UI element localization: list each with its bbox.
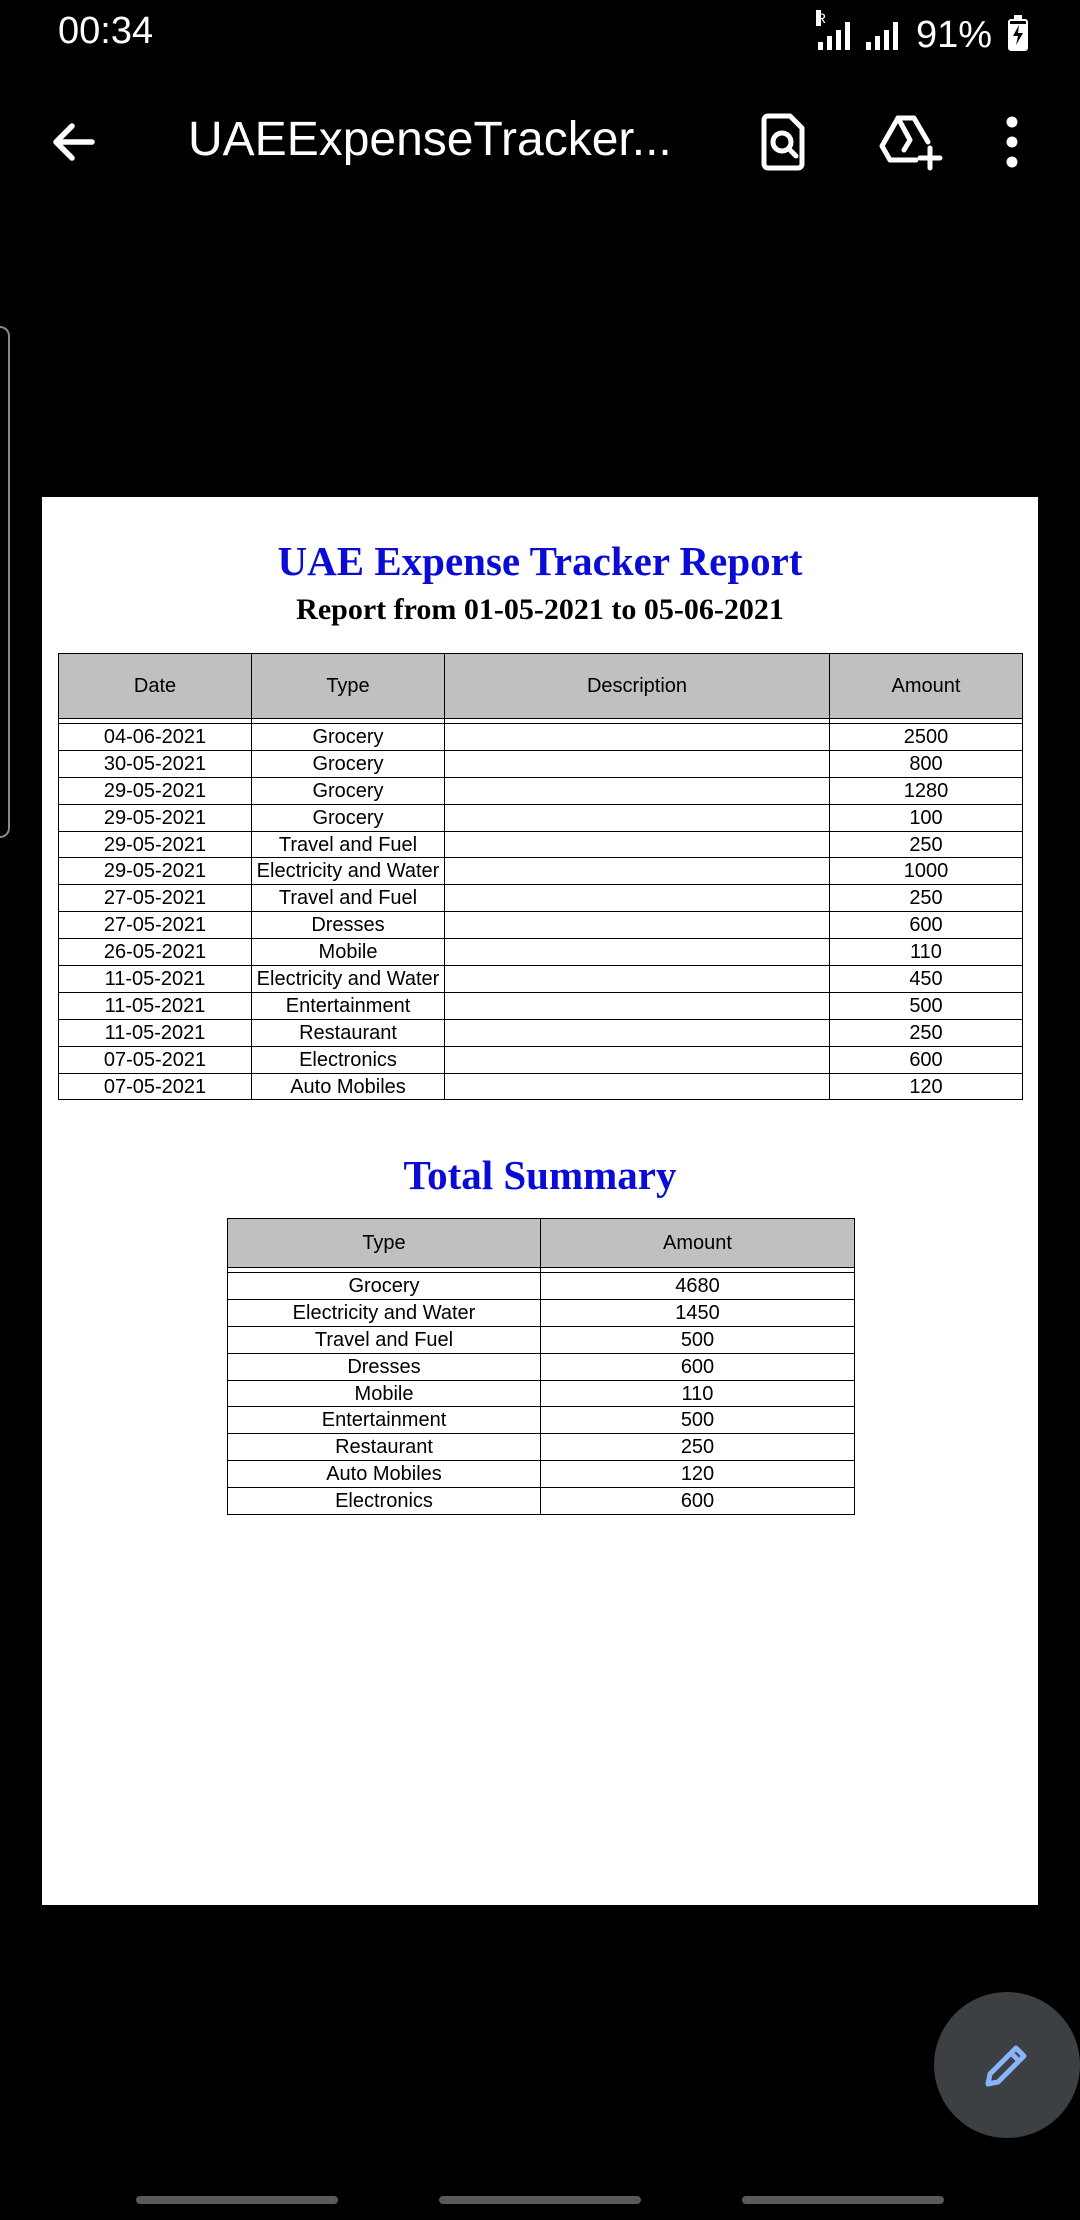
cell-amount: 1450 bbox=[541, 1299, 855, 1326]
cell-amount: 250 bbox=[830, 831, 1023, 858]
expense-row bbox=[59, 1019, 1023, 1046]
cell-date: 29-05-2021 bbox=[59, 804, 252, 831]
summary-header-row bbox=[228, 1219, 855, 1268]
summary-row bbox=[228, 1326, 855, 1353]
report-subtitle: Report from 01-05-2021 to 05-06-2021 bbox=[296, 593, 784, 626]
cell-amount: 500 bbox=[541, 1407, 855, 1434]
expense-table-body bbox=[59, 719, 1023, 1100]
signal-r-icon bbox=[815, 10, 850, 50]
expense-row bbox=[59, 939, 1023, 966]
cell-description bbox=[445, 912, 830, 939]
cell-amount: 600 bbox=[830, 912, 1023, 939]
summary-row bbox=[228, 1488, 855, 1515]
cell-amount: 120 bbox=[830, 1073, 1023, 1100]
edit-fab-button[interactable] bbox=[934, 1992, 1080, 2138]
cell-type: Travel and Fuel bbox=[228, 1326, 541, 1353]
cell-amount: 450 bbox=[830, 966, 1023, 993]
battery-charging-icon bbox=[1008, 19, 1028, 51]
expense-row bbox=[59, 750, 1023, 777]
cell-amount: 250 bbox=[830, 885, 1023, 912]
cell-description bbox=[445, 858, 830, 885]
signal-icon bbox=[866, 20, 898, 50]
cell-amount: 600 bbox=[830, 1046, 1023, 1073]
expense-row bbox=[59, 804, 1023, 831]
cell-amount: 110 bbox=[830, 939, 1023, 966]
document-title: UAEExpenseTracker... bbox=[188, 113, 672, 166]
cell-date: 11-05-2021 bbox=[59, 966, 252, 993]
back-button[interactable] bbox=[44, 112, 104, 172]
cell-amount: 600 bbox=[541, 1353, 855, 1380]
add-to-drive-icon bbox=[876, 108, 944, 176]
expense-row bbox=[59, 777, 1023, 804]
cell-date: 26-05-2021 bbox=[59, 939, 252, 966]
cell-date: 29-05-2021 bbox=[59, 777, 252, 804]
cell-type: Grocery bbox=[252, 804, 445, 831]
cell-description bbox=[445, 939, 830, 966]
cell-type: Grocery bbox=[228, 1273, 541, 1300]
cell-type: Entertainment bbox=[252, 992, 445, 1019]
battery-percent: 91% bbox=[915, 13, 992, 56]
cell-type: Electronics bbox=[252, 1046, 445, 1073]
header-type: Type bbox=[252, 654, 445, 719]
summary-row bbox=[228, 1353, 855, 1380]
cell-amount: 250 bbox=[830, 1019, 1023, 1046]
find-in-page-icon bbox=[750, 108, 818, 176]
summary-row bbox=[228, 1380, 855, 1407]
cell-date: 29-05-2021 bbox=[59, 858, 252, 885]
cell-description bbox=[445, 1046, 830, 1073]
cell-date: 04-06-2021 bbox=[59, 724, 252, 751]
expense-row bbox=[59, 992, 1023, 1019]
status-icons bbox=[815, 10, 1028, 60]
cell-type: Travel and Fuel bbox=[252, 885, 445, 912]
cell-date: 30-05-2021 bbox=[59, 750, 252, 777]
cell-type: Grocery bbox=[252, 724, 445, 751]
cell-date: 27-05-2021 bbox=[59, 912, 252, 939]
cell-type: Restaurant bbox=[228, 1434, 541, 1461]
cell-amount: 1280 bbox=[830, 777, 1023, 804]
cell-description bbox=[445, 777, 830, 804]
cell-date: 07-05-2021 bbox=[59, 1073, 252, 1100]
expense-table bbox=[58, 653, 1023, 1100]
expense-row bbox=[59, 831, 1023, 858]
cell-type: Grocery bbox=[252, 777, 445, 804]
cell-amount: 800 bbox=[830, 750, 1023, 777]
cell-type: Electricity and Water bbox=[228, 1299, 541, 1326]
header-date: Date bbox=[59, 654, 252, 719]
cell-amount: 600 bbox=[541, 1488, 855, 1515]
report-title: UAE Expense Tracker Report bbox=[277, 538, 803, 584]
cell-date: 11-05-2021 bbox=[59, 1019, 252, 1046]
cell-description bbox=[445, 992, 830, 1019]
expense-row bbox=[59, 1046, 1023, 1073]
cell-amount: 100 bbox=[830, 804, 1023, 831]
status-time: 00:34 bbox=[58, 10, 154, 52]
cell-description bbox=[445, 804, 830, 831]
more-vert-icon bbox=[992, 108, 1032, 176]
summary-row bbox=[228, 1461, 855, 1488]
nav-recents-button[interactable] bbox=[136, 2196, 338, 2204]
roaming-label: R bbox=[815, 10, 827, 26]
expense-row bbox=[59, 724, 1023, 751]
expense-row bbox=[59, 885, 1023, 912]
expense-row bbox=[59, 858, 1023, 885]
cell-description bbox=[445, 966, 830, 993]
more-options-button[interactable] bbox=[992, 108, 1060, 176]
cell-type: Electricity and Water bbox=[252, 966, 445, 993]
cell-date: 27-05-2021 bbox=[59, 885, 252, 912]
cell-date: 29-05-2021 bbox=[59, 831, 252, 858]
cell-description bbox=[445, 1019, 830, 1046]
nav-back-button[interactable] bbox=[742, 2196, 944, 2204]
cell-date: 07-05-2021 bbox=[59, 1046, 252, 1073]
cell-type: Electricity and Water bbox=[252, 858, 445, 885]
edit-pencil-icon bbox=[978, 2036, 1036, 2094]
cell-type: Restaurant bbox=[252, 1019, 445, 1046]
cell-amount: 2500 bbox=[830, 724, 1023, 751]
cell-description bbox=[445, 831, 830, 858]
cell-type: Dresses bbox=[252, 912, 445, 939]
pdf-page bbox=[42, 497, 1038, 1905]
cell-amount: 4680 bbox=[541, 1273, 855, 1300]
header-description: Description bbox=[445, 654, 830, 719]
cell-type: Auto Mobiles bbox=[228, 1461, 541, 1488]
cell-type: Dresses bbox=[228, 1353, 541, 1380]
summary-row bbox=[228, 1273, 855, 1300]
header-amount: Amount bbox=[830, 654, 1023, 719]
cell-description bbox=[445, 724, 830, 751]
cell-type: Electronics bbox=[228, 1488, 541, 1515]
summary-title: Total Summary bbox=[403, 1152, 677, 1198]
cell-type: Grocery bbox=[252, 750, 445, 777]
expense-row bbox=[59, 966, 1023, 993]
expense-row bbox=[59, 912, 1023, 939]
find-in-page-button[interactable] bbox=[750, 108, 818, 176]
add-to-drive-button[interactable] bbox=[876, 108, 944, 176]
summary-row bbox=[228, 1299, 855, 1326]
edge-panel-handle[interactable] bbox=[0, 326, 10, 838]
nav-home-button[interactable] bbox=[439, 2196, 641, 2204]
cell-type: Auto Mobiles bbox=[252, 1073, 445, 1100]
summary-row bbox=[228, 1407, 855, 1434]
charging-bolt-icon bbox=[1011, 24, 1025, 46]
cell-amount: 110 bbox=[541, 1380, 855, 1407]
cell-description bbox=[445, 750, 830, 777]
status-bar bbox=[0, 0, 1080, 70]
cell-description bbox=[445, 1073, 830, 1100]
expense-row bbox=[59, 1073, 1023, 1100]
summary-table-body bbox=[228, 1268, 855, 1515]
cell-amount: 120 bbox=[541, 1461, 855, 1488]
cell-amount: 1000 bbox=[830, 858, 1023, 885]
cell-amount: 500 bbox=[830, 992, 1023, 1019]
cell-type: Entertainment bbox=[228, 1407, 541, 1434]
cell-type: Mobile bbox=[252, 939, 445, 966]
back-arrow-icon bbox=[44, 112, 104, 172]
summary-table bbox=[227, 1218, 855, 1515]
cell-amount: 250 bbox=[541, 1434, 855, 1461]
expense-header-row bbox=[59, 654, 1023, 719]
summary-row bbox=[228, 1434, 855, 1461]
cell-type: Travel and Fuel bbox=[252, 831, 445, 858]
cell-amount: 500 bbox=[541, 1326, 855, 1353]
cell-type: Mobile bbox=[228, 1380, 541, 1407]
summary-header-type: Type bbox=[228, 1219, 541, 1268]
cell-date: 11-05-2021 bbox=[59, 992, 252, 1019]
cell-description bbox=[445, 885, 830, 912]
summary-header-amount: Amount bbox=[541, 1219, 855, 1268]
app-bar bbox=[0, 90, 1080, 190]
